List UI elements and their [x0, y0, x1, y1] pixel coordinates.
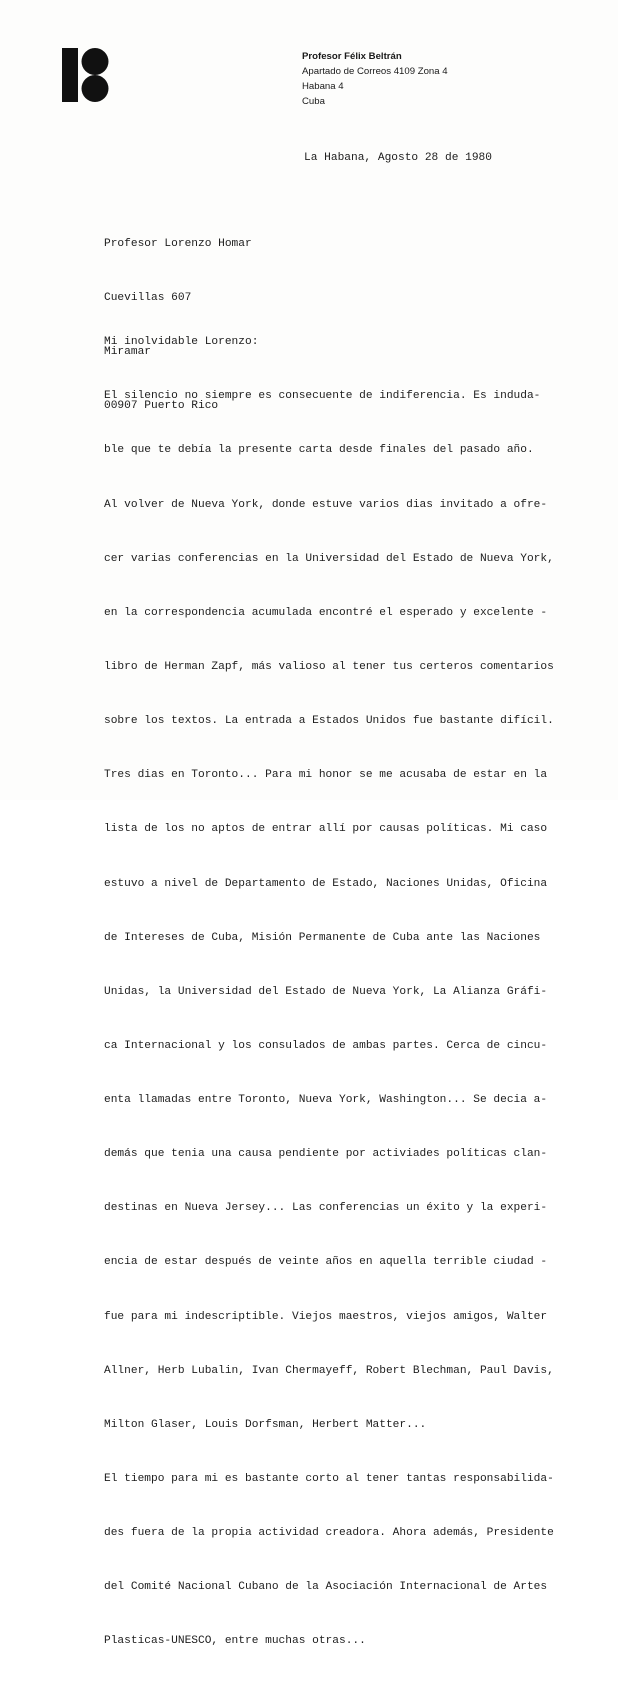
body-line: Plasticas-UNESCO, entre muchas otras... [104, 1635, 366, 1648]
body-line: estuvo a nivel de Departamento de Estado, Naciones Unidas, Oficina [104, 877, 548, 890]
body-line: sobre los textos. La entrada a Estados Unidos fue bastante difícil. [104, 715, 554, 728]
body-line: de Intereses de Cuba, Misión Permanente de Cuba ante las Naciones [104, 931, 541, 944]
body-line: El tiempo para mi es bastante corto al tener tantas responsabilida- [104, 1473, 554, 1486]
body-line: lista de los no aptos de entrar allí por causas políticas. Mi caso [104, 823, 548, 836]
body-line: fue para mi indescriptible. Viejos maestros, viejos amigos, Walter [104, 1310, 548, 1323]
body-line: en la correspondencia acumulada encontré el esperado y excelente - [104, 606, 548, 619]
recipient-line: 00907 Puerto Rico [104, 400, 219, 412]
body-line: Allner, Herb Lubalin, Ivan Chermayeff, Robert Blechman, Paul Davis, [104, 1364, 554, 1377]
logo-upper-circle [82, 48, 109, 75]
body-line: Milton Glaser, Louis Dorfsman, Herbert Matter... [104, 1418, 427, 1431]
logo-bar [62, 48, 78, 102]
sender-address-line1: Apartado de Correos 4109 Zona 4 [302, 66, 448, 77]
recipient-line: Cuevillas 607 [104, 292, 192, 304]
sender-country: Cuba [302, 96, 325, 107]
recipient-line: Miramar [104, 346, 151, 358]
body-line: libro de Herman Zapf, más valioso al tener tus certeros comentarios [104, 660, 554, 673]
sender-address-line2: Habana 4 [302, 81, 344, 92]
body-line: enta llamadas entre Toronto, Nueva York, Washington... Se decia a- [104, 1094, 548, 1107]
body-line: ble que te debía la presente carta desde finales del pasado año. [104, 444, 534, 457]
body-line: Al volver de Nueva York, donde estuve varios dias invitado a ofre- [104, 498, 548, 511]
recipient-line: Profesor Lorenzo Homar [104, 238, 252, 250]
body-line: del Comité Nacional Cubano de la Asociación Internacional de Artes [104, 1581, 548, 1594]
body-line: Tres dias en Toronto... Para mi honor se me acusaba de estar en la [104, 769, 548, 782]
letter-date: La Habana, Agosto 28 de 1980 [304, 152, 492, 164]
body-line: des fuera de la propia actividad creadora. Ahora además, Presidente [104, 1527, 554, 1540]
letterhead-address [302, 49, 592, 109]
body-line: cer varias conferencias en la Universidad del Estado de Nueva York, [104, 552, 554, 565]
body-line: Unidas, la Universidad del Estado de Nueva York, La Alianza Gráfi- [104, 985, 548, 998]
sender-name: Profesor Félix Beltrán [302, 51, 402, 62]
body-line: encia de estar después de veinte años en aquella terrible ciudad - [104, 1256, 548, 1269]
body-line: destinas en Nueva Jersey... Las conferencias un éxito y la experi- [104, 1202, 548, 1215]
body-line: demás que tenia una causa pendiente por activiades políticas clan- [104, 1148, 548, 1161]
body-line: ca Internacional y los consulados de ambas partes. Cerca de cincu- [104, 1039, 548, 1052]
letter-body [104, 297, 604, 1687]
logo-lower-circle [82, 75, 109, 102]
beltran-monogram-logo [62, 48, 108, 102]
salutation: Mi inolvidable Lorenzo: [104, 336, 259, 349]
body-line: El silencio no siempre es consecuente de indiferencia. Es induda- [104, 390, 541, 403]
